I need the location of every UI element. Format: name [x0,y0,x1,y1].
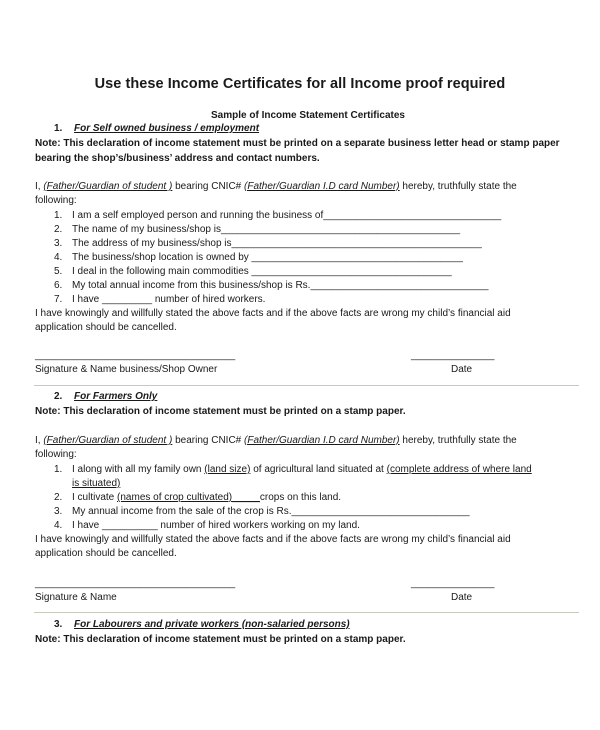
cnic-placeholder: (Father/Guardian I.D card Number) [244,435,400,446]
list-item [54,209,502,222]
item-number: 2. [54,492,63,503]
item-text: of agricultural land situated at [250,464,387,475]
section2-heading [54,391,157,402]
item-number: 2. [54,224,63,235]
section3-number: 3. [54,619,63,630]
section-divider [34,612,579,613]
list-item [54,519,360,532]
list-item [54,279,489,292]
list-item-continued [72,477,120,490]
item-text: crops on this land. [259,492,342,503]
decl-suffix: hereby, truthfully state the [399,435,517,446]
land-size-placeholder: (land size) [204,464,251,475]
list-item [54,293,266,306]
item-number: 5. [54,266,63,277]
address-placeholder: (complete address of where land [386,464,532,475]
guardian-placeholder: (Father/Guardian of student ) [43,181,173,192]
section3-heading-text: For Labourers and private workers (non-salaried persons) [74,619,350,630]
decl-bearing: bearing CNIC# [172,435,245,446]
item-text: The address of my business/shop is_____________________________________________ [72,238,482,249]
guardian-placeholder: (Father/Guardian of student ) [43,435,173,446]
item-text: I am a self employed person and running the business of________________________________ [72,210,502,221]
item-number: 3. [54,238,63,249]
list-item [54,251,463,264]
section2-note: Note: This declaration of income statement must be printed on a stamp paper. [35,406,406,417]
section2-declaration [35,434,517,447]
section2-heading-text: For Farmers Only [74,391,158,402]
list-item [54,237,482,250]
section1-declaration [35,180,517,193]
item-number: 3. [54,506,63,517]
decl-bearing: bearing CNIC# [172,181,245,192]
decl-suffix: hereby, truthfully state the [399,181,517,192]
item-number: 7. [54,294,63,305]
item-number: 1. [54,464,63,475]
decl-prefix: I, [35,435,44,446]
list-item [54,463,532,476]
item-text: I cultivate [72,492,118,503]
address-placeholder-cont: is situated) [72,478,121,489]
list-item [54,223,461,236]
item-text: I deal in the following main commodities ____________________________________ [72,266,452,277]
cnic-placeholder: (Father/Guardian I.D card Number) [244,181,400,192]
section2-following: following: [35,449,77,460]
section3-note: Note: This declaration of income statement must be printed on a stamp paper. [35,634,406,645]
section3-heading [54,619,350,630]
document-title: Use these Income Certificates for all Income proof required [94,76,506,92]
section2-signature-blank: ____________________________________ [35,578,236,589]
item-text: The name of my business/shop is___________________________________________ [72,224,461,235]
section1-date-blank: _______________ [411,350,495,361]
section1-date-label: Date [451,364,473,375]
item-text: I along with all my family own [72,464,205,475]
section1-note-line1: Note: This declaration of income statement must be printed on a separate business letter head or stamp paper [35,138,560,149]
item-number: 1. [54,210,63,221]
section1-closing-line2: application should be cancelled. [35,322,177,333]
section2-date-blank: _______________ [411,578,495,589]
item-number: 4. [54,520,63,531]
item-text: My annual income from the sale of the crop is Rs.________________________________ [72,506,470,517]
section2-number: 2. [54,391,63,402]
section1-following: following: [35,195,77,206]
section2-closing-line1: I have knowingly and willfully stated the above facts and if the above facts are wrong my child’s financial aid [35,534,511,545]
section1-closing-line1: I have knowingly and willfully stated the above facts and if the above facts are wrong my child’s financial aid [35,308,511,319]
crop-placeholder: (names of crop cultivated) [117,492,233,503]
section2-closing-line2: application should be cancelled. [35,548,177,559]
list-item [54,505,470,518]
section1-heading [54,123,259,134]
section2-signature-label: Signature & Name [35,592,117,603]
section1-signature-label: Signature & Name business/Shop Owner [35,364,218,375]
section1-heading-text: For Self owned business / employment [74,123,260,134]
section-divider [34,385,579,386]
item-text: My total annual income from this business/shop is Rs.________________________________ [72,280,489,291]
section2-date-label: Date [451,592,473,603]
decl-prefix: I, [35,181,44,192]
list-item: 2. I cultivate (names of crop cultivated)_____crops on this land. [54,492,342,503]
section1-note-line2: bearing the shop’s/business’ address and contact numbers. [35,153,320,164]
document-subtitle: Sample of Income Statement Certificates [211,110,405,121]
item-number: 6. [54,280,63,291]
item-text: The business/shop location is owned by ______________________________________ [72,252,463,263]
section1-signature-blank: ____________________________________ [35,350,236,361]
section1-number: 1. [54,123,63,134]
item-text: I have _________ number of hired workers. [72,294,266,305]
item-number: 4. [54,252,63,263]
list-item [54,265,452,278]
item-text: I have __________ number of hired workers working on my land. [72,520,360,531]
